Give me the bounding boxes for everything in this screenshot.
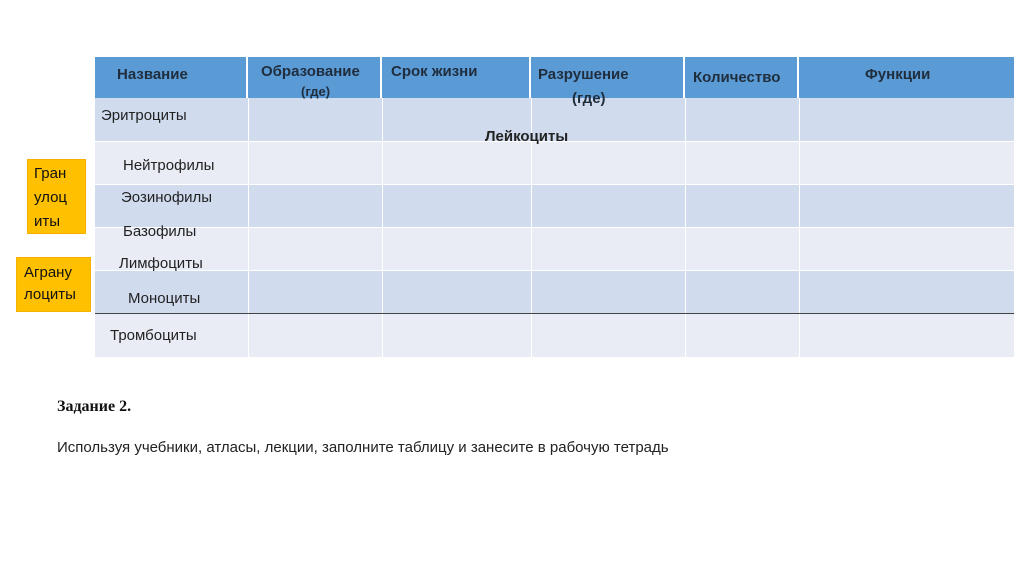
agranulocytes-badge bbox=[16, 257, 91, 312]
header-quantity: Количество bbox=[693, 69, 781, 86]
header-formation-where: (где) bbox=[301, 84, 331, 99]
row-label-leukocytes: Лейкоциты bbox=[485, 128, 569, 145]
header-lifespan: Срок жизни bbox=[391, 63, 478, 80]
table-row bbox=[95, 142, 1014, 185]
row-label-neutrophils: Нейтрофилы bbox=[123, 157, 215, 174]
row-label-lymphocytes: Лимфоциты bbox=[119, 255, 203, 272]
header-destruction: Разрушение bbox=[538, 66, 629, 83]
header-functions: Функции bbox=[865, 66, 931, 83]
blood-cells-table bbox=[95, 57, 1014, 357]
table-row bbox=[95, 185, 1014, 228]
header-destruction-where: (где) bbox=[572, 90, 606, 107]
row-divider bbox=[95, 270, 1014, 271]
table-row bbox=[95, 271, 1014, 314]
agranulocytes-line: Аграну bbox=[24, 264, 72, 281]
granulocytes-line: Гран bbox=[34, 165, 67, 182]
row-label-eosinophils: Эозинофилы bbox=[121, 189, 213, 206]
granulocytes-badge bbox=[27, 159, 86, 234]
header-name: Название bbox=[117, 66, 188, 83]
task-instructions: Используя учебники, атласы, лекции, заполните таблицу и занесите в рабочую тетрадь bbox=[57, 439, 669, 456]
table-row bbox=[95, 228, 1014, 271]
row-label-basophils: Базофилы bbox=[123, 223, 197, 240]
row-label-thrombocytes: Тромбоциты bbox=[110, 327, 197, 344]
row-label-erythrocytes: Эритроциты bbox=[101, 107, 187, 124]
task-title: Задание 2. bbox=[57, 398, 132, 415]
row-divider bbox=[95, 184, 1014, 185]
row-divider bbox=[95, 313, 1014, 314]
header-formation: Образование bbox=[261, 63, 360, 80]
granulocytes-line: улоц bbox=[34, 189, 68, 206]
granulocytes-line: иты bbox=[34, 213, 61, 230]
table-row bbox=[95, 314, 1014, 357]
agranulocytes-line: лоциты bbox=[24, 286, 76, 303]
row-divider bbox=[95, 227, 1014, 228]
row-label-monocytes: Моноциты bbox=[128, 290, 201, 307]
